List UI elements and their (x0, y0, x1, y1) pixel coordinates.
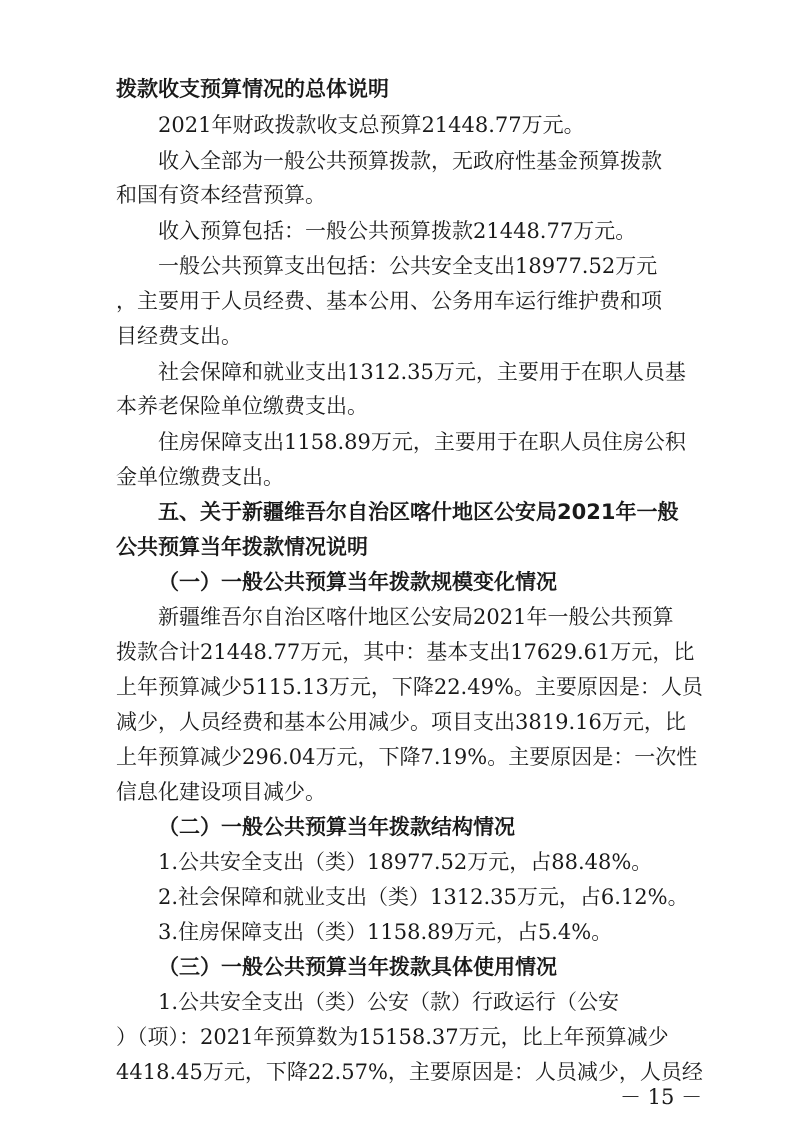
paragraph-line: 本养老保险单位缴费支出。 (116, 394, 368, 418)
subsection-heading-2: （二）一般公共预算当年拨款结构情况 (158, 815, 515, 839)
list-item: 2.社会保障和就业支出（类）1312.35万元，占6.12%。 (158, 885, 689, 909)
section-heading-five: 五、关于新疆维吾尔自治区喀什地区公安局2021年一般 (158, 500, 679, 524)
paragraph-line: 信息化建设项目减少。 (116, 780, 326, 804)
paragraph-line: 金单位缴费支出。 (116, 465, 284, 489)
page-number: － 15 － (620, 1085, 703, 1109)
paragraph-line: 社会保障和就业支出1312.35万元，主要用于在职人员基 (158, 360, 686, 384)
section-heading-five: 公共预算当年拨款情况说明 (116, 535, 368, 559)
list-item: 1.公共安全支出（类）18977.52万元，占88.48%。 (158, 850, 653, 874)
paragraph-line: 住房保障支出1158.89万元，主要用于在职人员住房公积 (158, 430, 686, 454)
paragraph-line: 减少，人员经费和基本公用减少。项目支出3819.16万元，比 (116, 710, 686, 734)
paragraph-line: 和国有资本经营预算。 (116, 183, 326, 207)
paragraph-line: ）（项）：2021年预算数为15158.37万元，比上年预算减少 (116, 1025, 669, 1049)
paragraph-line: ，主要用于人员经费、基本公用、公务用车运行维护费和项 (116, 289, 662, 313)
paragraph-line: 2021年财政拨款收支总预算21448.77万元。 (158, 113, 585, 137)
paragraph-line: 新疆维吾尔自治区喀什地区公安局2021年一般公共预算 (158, 605, 674, 629)
paragraph-line: 1.公共安全支出（类）公安（款）行政运行（公安 (158, 990, 620, 1014)
paragraph-line: 上年预算减少5115.13万元，下降22.49%。主要原因是：人员 (116, 675, 703, 699)
paragraph-line: 收入预算包括：一般公共预算拨款21448.77万元。 (158, 219, 637, 243)
subsection-heading-3: （三）一般公共预算当年拨款具体使用情况 (158, 955, 557, 979)
list-item: 3.住房保障支出（类）1158.89万元，占5.4%。 (158, 920, 613, 944)
section-heading-continued: 拨款收支预算情况的总体说明 (116, 77, 389, 101)
paragraph-line: 4418.45万元，下降22.57%，主要原因是：人员减少，人员经 (116, 1060, 703, 1084)
paragraph-line: 目经费支出。 (116, 324, 242, 348)
paragraph-line: 拨款合计21448.77万元，其中：基本支出17629.61万元，比 (116, 640, 695, 664)
paragraph-line: 上年预算减少296.04万元，下降7.19%。主要原因是：一次性 (116, 745, 698, 769)
paragraph-line: 一般公共预算支出包括：公共安全支出18977.52万元 (158, 254, 658, 278)
paragraph-line: 收入全部为一般公共预算拨款，无政府性基金预算拨款 (158, 149, 662, 173)
subsection-heading-1: （一）一般公共预算当年拨款规模变化情况 (158, 570, 557, 594)
